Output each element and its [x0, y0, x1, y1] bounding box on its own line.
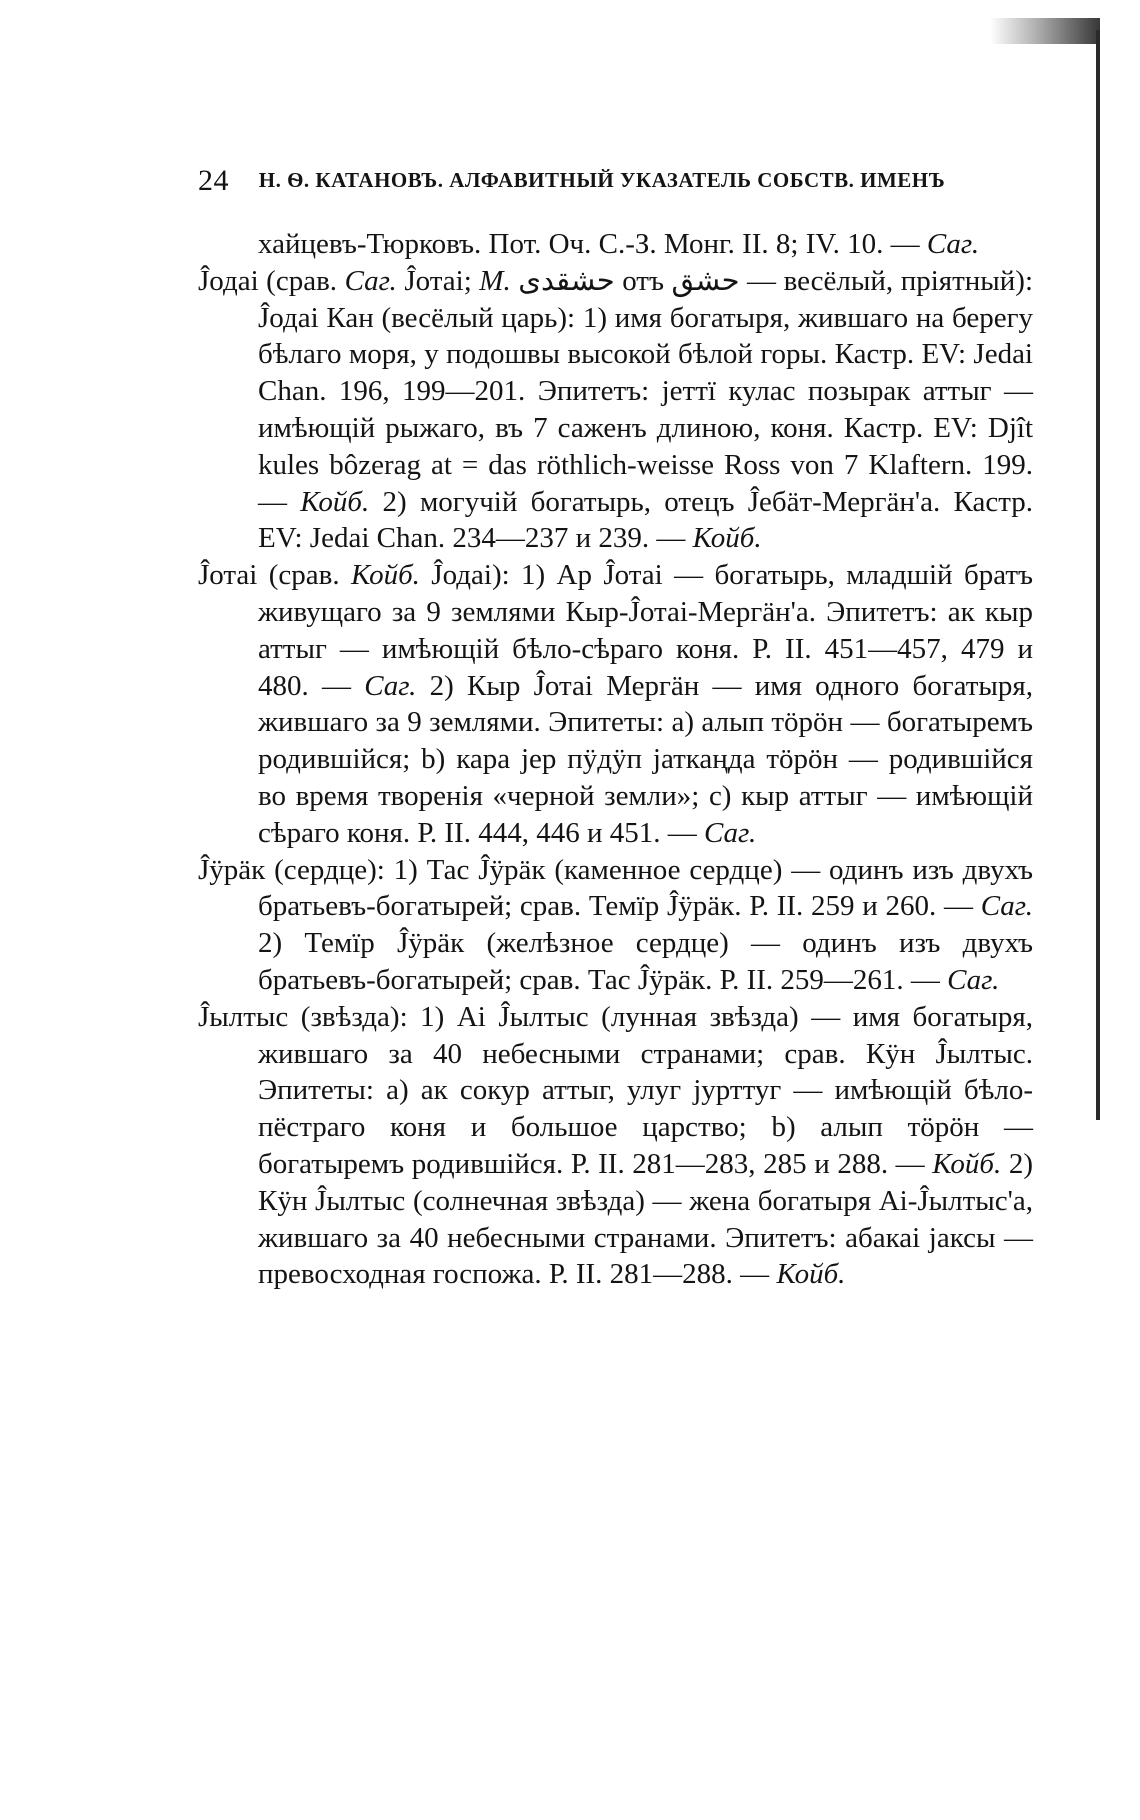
dictionary-text: [198, 226, 1033, 1293]
source-abbrev: М.: [479, 264, 511, 297]
entry-text: 2) могучій богатырь, отецъ Ĵебäт-Мергäн'а. Кастр. EV: Jedai Chan. 234—237 и 239. —: [258, 485, 1033, 555]
source-abbrev: Саг.: [364, 669, 417, 702]
entry-text: Ĵотаі;: [396, 264, 480, 297]
source-abbrev: Койб.: [350, 559, 420, 592]
entry-text: (срав.: [258, 264, 345, 297]
entry-text: (звѣзда): 1) Аі Ĵылтыс (лунная звѣзда) — имя богатыря, жившаго за 40 небесными странами; срав. Кӱн Ĵылтыс. Эпитеты: а) ак сокур аттыг, улуг јурттуг — имѣющій бѣло-пёстраго коня и большое царство; b) алып тӧрӧн — богатыремъ родившійся. Р. II. 281—283, 285 и 288. —: [258, 1000, 1033, 1180]
running-head: Н. Ѳ. КАТАНОВЪ. АЛФАВИТНЫЙ УКАЗАТЕЛЬ СОБСТВ. ИМЕНЪ: [258, 168, 946, 192]
page-header: [198, 164, 1018, 204]
source-abbrev: Саг.: [926, 228, 980, 260]
source-abbrev: Койб.: [692, 522, 762, 555]
entry-headword: Ĵӱрäк: [198, 853, 266, 886]
scan-shadow-right: [1096, 30, 1100, 1120]
entry-text: 2) Кӱн Ĵылтыс (солнечная звѣзда) — жена богатыря Аі-Ĵылтыс'а, жившаго за 40 небесными странами. Эпитетъ: абакаі јаксы — превосходная госпожа. Р. II. 281—288. —: [258, 1147, 1033, 1291]
source-abbrev: Саг.: [703, 816, 757, 849]
page-number: 24: [198, 164, 229, 197]
source-abbrev: Саг.: [947, 963, 1000, 996]
entry-text: хайцевъ-Тюрковъ. Пот. Оч. С.-З. Монг. II. 8; IV. 10. —: [258, 228, 927, 260]
source-abbrev: Саг.: [980, 890, 1033, 923]
source-abbrev: Койб.: [932, 1147, 1002, 1180]
entry-continuation: [198, 226, 1033, 263]
entry-text: (срав.: [257, 559, 351, 592]
source-abbrev: Койб.: [300, 485, 370, 518]
entry-jyltys: [198, 999, 1033, 1293]
entry-headword: Ĵылтыс: [198, 1000, 289, 1033]
entry-text: 2) Темїр Ĵӱрäк (желѣзное сердце) — одинъ изъ двухъ братьевъ-богатырей; срав. Тас Ĵӱрäк. Р. II. 259—261. —: [258, 927, 1033, 996]
entry-text: 2) Кыр Ĵотаі Мергäн — имя одного богатыря, жившаго за 9 землями. Эпитеты: а) алып тӧрӧн — богатыремъ родившійся; b) кара јер пӱдӱп јаткаңда тӧрӧн — родившійся во время творенія «черной земли»; c) кыр аттыг — имѣющій сѣраго коня. Р. II. 444, 446 и 451. —: [258, 669, 1033, 849]
entry-text: Ĵодаі): 1) Ар Ĵотаі — богатырь, младшій братъ живущаго за 9 землями Кыр-Ĵотаі-Мергäн'а. Эпитетъ: ак кыр аттыг — имѣющій бѣло-сѣраго коня. Р. II. 451—457, 479 и 480. —: [258, 559, 1033, 702]
entry-text: حشقدی отъ حشق — весёлый, пріятный): Ĵодаі Кан (весёлый царь): 1) имя богатыря, жившаго на берегу бѣлаго моря, у подошвы высокой бѣлой горы. Кастр. EV: Jedai Chan. 196, 199—201. Эпитетъ: јеттї кулас позырак аттыг — имѣющій рыжаго, въ 7 саженъ длиною, коня. Кастр. EV: Djît kules bôzerag at = das röthlich-weisse Ross von 7 Klaftern. 199. —: [258, 264, 1034, 518]
entry-jotai: [198, 557, 1033, 851]
source-abbrev: Саг.: [344, 264, 397, 297]
entry-headword: Ĵотаі: [198, 559, 258, 592]
entry-headword: Ĵодаі: [198, 264, 259, 297]
source-abbrev: Койб.: [776, 1258, 846, 1291]
entry-text: (сердце): 1) Тас Ĵӱрäк (каменное сердце) — одинъ изъ двухъ братьевъ-богатырей; срав. Темїр Ĵӱрäк. Р. II. 259 и 260. —: [258, 853, 1033, 923]
entry-jodai: [198, 263, 1033, 557]
entry-jurak: [198, 852, 1033, 999]
scan-shadow-top: [990, 18, 1100, 44]
